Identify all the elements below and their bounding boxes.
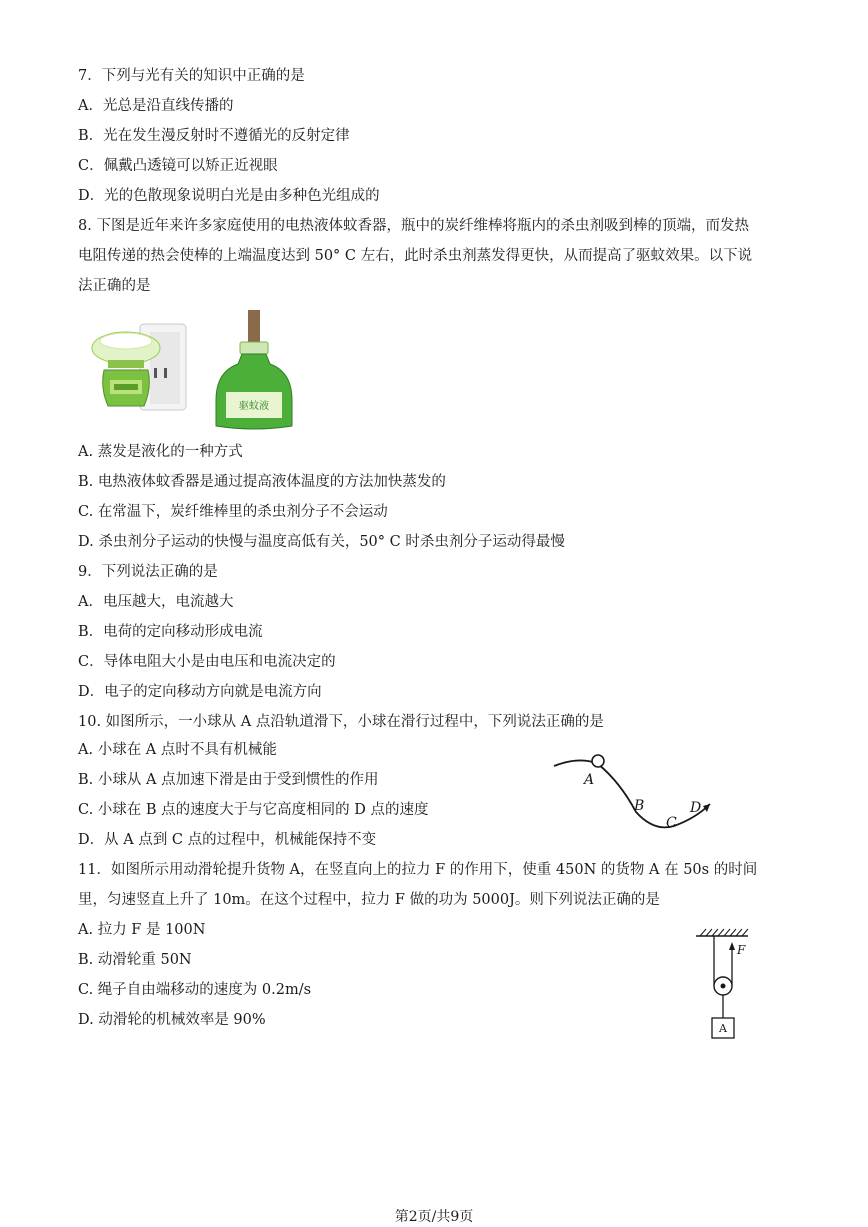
label-force: F bbox=[737, 943, 746, 957]
q8-option-a: A. 蒸发是液化的一种方式 bbox=[78, 444, 243, 460]
q8-option-c: C. 在常温下，炭纤维棒里的杀虫剂分子不会运动 bbox=[78, 504, 388, 520]
liquid-bottle-illustration bbox=[212, 308, 296, 432]
q7-option-d: D．光的色散现象说明白光是由多种色光组成的 bbox=[78, 188, 380, 204]
q10-option-b: B. 小球从 A 点加速下滑是由于受到惯性的作用 bbox=[78, 772, 379, 788]
q7-stem: 7．下列与光有关的知识中正确的是 bbox=[78, 68, 305, 84]
q11-option-d: D. 动滑轮的机械效率是 90% bbox=[78, 1012, 266, 1028]
ball-icon bbox=[592, 755, 604, 767]
q8-stem-line-1: 8. 下图是近年来许多家庭使用的电热液体蚊香器，瓶中的炭纤维棒将瓶内的杀虫剂吸到棒的顶端，而发热 bbox=[78, 218, 749, 234]
q11-option-a: A. 拉力 F 是 100N bbox=[78, 922, 206, 938]
q8-option-d: D. 杀虫剂分子运动的快慢与温度高低有关，50° C 时杀虫剂分子运动得最慢 bbox=[78, 534, 565, 550]
plugin-device-illustration bbox=[88, 310, 200, 416]
pulley-axle bbox=[721, 984, 726, 989]
q8-stem-line-3: 法正确的是 bbox=[78, 278, 151, 294]
q8-option-b: B. 电热液体蚊香器是通过提高液体温度的方法加快蒸发的 bbox=[78, 474, 446, 490]
q9-option-c: C．导体电阻大小是由电压和电流决定的 bbox=[78, 654, 336, 670]
q11-stem-line-1: 11．如图所示用动滑轮提升货物 A，在竖直向上的拉力 F 的作用下，使重 450N 的货物 A 在 50s 的时间 bbox=[78, 862, 758, 878]
q10-option-d: D．从 A 点到 C 点的过程中，机械能保持不变 bbox=[78, 832, 377, 848]
q9-option-a: A．电压越大，电流越大 bbox=[78, 594, 234, 610]
track-end-arrow bbox=[703, 804, 710, 812]
q11-option-c: C. 绳子自由端移动的速度为 0.2m/s bbox=[78, 982, 312, 998]
q10-option-a: A. 小球在 A 点时不具有机械能 bbox=[78, 742, 277, 758]
q11-option-b: B. 动滑轮重 50N bbox=[78, 952, 192, 968]
q10-option-c: C. 小球在 B 点的速度大于与它高度相同的 D 点的速度 bbox=[78, 802, 429, 818]
q10-stem: 10. 如图所示，一小球从 A 点沿轨道滑下，小球在滑行过程中，下列说法正确的是 bbox=[78, 714, 604, 730]
q7-option-a: A．光总是沿直线传播的 bbox=[78, 98, 234, 114]
bottle-label: 驱蚊液 bbox=[239, 401, 269, 412]
ceiling-hatch bbox=[700, 929, 748, 936]
label-point-c: C bbox=[666, 815, 677, 831]
q7-option-c: C．佩戴凸透镜可以矫正近视眼 bbox=[78, 158, 278, 174]
q8-stem-line-2: 电阻传递的热会使棒的上端温度达到 50° C 左右，此时杀虫剂蒸发得更快，从而提高了驱蚊效果。以下说 bbox=[78, 248, 753, 264]
label-point-a: A bbox=[584, 772, 595, 788]
pulley-diagram bbox=[694, 926, 754, 1042]
force-arrow-icon bbox=[729, 942, 735, 950]
track-diagram bbox=[550, 752, 720, 836]
q11-stem-line-2: 里，匀速竖直上升了 10m。在这个过程中，拉力 F 做的功为 5000J。则下列说法正确的是 bbox=[78, 892, 660, 908]
q9-stem: 9．下列说法正确的是 bbox=[78, 564, 218, 580]
label-point-d: D bbox=[690, 800, 702, 816]
track-curve bbox=[554, 760, 710, 827]
q9-option-d: D．电子的定向移动方向就是电流方向 bbox=[78, 684, 322, 700]
q9-option-b: B．电荷的定向移动形成电流 bbox=[78, 624, 263, 640]
page-number: 第2页/共9页 bbox=[394, 1209, 474, 1225]
label-point-b: B bbox=[634, 798, 645, 814]
label-block: A bbox=[719, 1022, 727, 1035]
q7-option-b: B．光在发生漫反射时不遵循光的反射定律 bbox=[78, 128, 350, 144]
